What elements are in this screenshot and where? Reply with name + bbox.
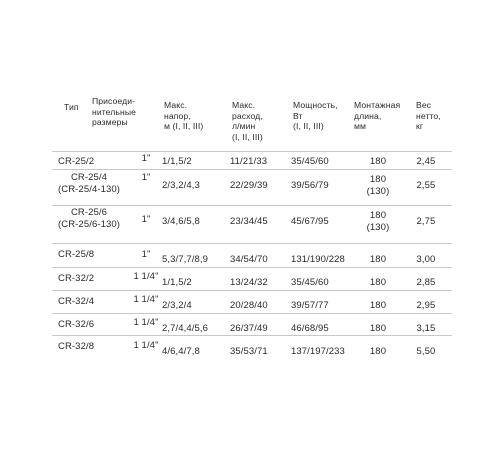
cell-power: 137/197/233 xyxy=(291,346,345,357)
cell-power: 35/45/60 xyxy=(291,156,329,167)
cell-type: CR-25/8 xyxy=(58,249,95,260)
cell-head: 3/4,6/5,8 xyxy=(162,216,200,227)
cell-power: 45/67/95 xyxy=(291,216,329,227)
cell-type: CR-32/2 xyxy=(58,273,95,284)
header-mount-length: Монтажная длина, мм xyxy=(354,100,401,131)
cell-flow: 11/21/33 xyxy=(230,156,268,167)
cell-flow: 35/53/71 xyxy=(230,346,268,357)
cell-power: 46/68/95 xyxy=(291,323,329,334)
cell-weight: 3,00 xyxy=(416,254,436,265)
table-row xyxy=(52,205,452,242)
cell-weight: 2,75 xyxy=(416,216,436,227)
table-row xyxy=(52,335,452,356)
header-net-weight: Вес нетто, кг xyxy=(416,100,441,131)
cell-flow: 13/24/32 xyxy=(230,277,268,288)
cell-length: 180 xyxy=(369,156,387,167)
cell-connection: 1" xyxy=(141,249,151,260)
header-type: Тип xyxy=(64,102,79,112)
cell-head: 4/6,4/7,8 xyxy=(162,346,200,357)
cell-weight: 2,55 xyxy=(416,180,436,191)
cell-type: CR-32/8 xyxy=(58,341,95,352)
cell-connection: 1 1/4" xyxy=(133,271,159,282)
cell-flow: 23/34/45 xyxy=(230,216,268,227)
cell-flow: 20/28/40 xyxy=(230,300,268,311)
table-row xyxy=(52,169,452,202)
table-row xyxy=(52,243,452,266)
cell-head: 5,3/7,7/8,9 xyxy=(162,254,208,265)
cell-power: 39/57/77 xyxy=(291,300,329,311)
cell-connection: 1 1/4" xyxy=(133,340,159,351)
cell-length: 180 xyxy=(369,277,387,288)
cell-type: CR-32/6 xyxy=(58,319,95,330)
cell-connection: 1" xyxy=(141,153,151,164)
cell-length: 180 xyxy=(369,254,387,265)
cell-head: 2/3,2/4,3 xyxy=(162,180,200,191)
cell-type: CR-25/2 xyxy=(58,156,95,167)
cell-weight: 3,15 xyxy=(416,323,436,334)
header-max-flow: Макс. расход, л/мин (I, II, III) xyxy=(232,100,263,142)
cell-weight: 2,95 xyxy=(416,300,436,311)
cell-flow: 34/54/70 xyxy=(230,254,268,265)
cell-power: 35/45/60 xyxy=(291,277,329,288)
cell-connection: 1" xyxy=(141,172,151,183)
table-row xyxy=(52,267,452,288)
cell-power: 39/56/79 xyxy=(291,180,329,191)
cell-type: CR-32/4 xyxy=(58,296,95,307)
table-row xyxy=(52,290,452,311)
cell-length: 180 (130) xyxy=(366,210,390,233)
cell-head: 1/1,5/2 xyxy=(162,277,192,288)
table-row xyxy=(52,313,452,334)
cell-power: 131/190/228 xyxy=(291,254,345,265)
cell-flow: 22/29/39 xyxy=(230,180,268,191)
cell-type: CR-25/4 (CR-25/4-130) xyxy=(57,172,120,195)
cell-weight: 2,85 xyxy=(416,277,436,288)
header-power: Мощность, Вт (I, II, III) xyxy=(293,100,338,131)
cell-type: CR-25/6 (CR-25/6-130) xyxy=(57,207,120,230)
cell-length: 180 (130) xyxy=(366,174,390,197)
cell-head: 2/3,2/4 xyxy=(162,300,192,311)
cell-head: 2,7/4,4/5,6 xyxy=(162,323,208,334)
cell-head: 1/1,5/2 xyxy=(162,156,192,167)
cell-connection: 1" xyxy=(141,214,151,225)
cell-weight: 5,50 xyxy=(416,346,436,357)
header-connection-size: Присоеди- нительные размеры xyxy=(92,96,136,127)
cell-length: 180 xyxy=(369,300,387,311)
header-max-head: Макс. напор, м (I, II, III) xyxy=(164,100,204,131)
cell-connection: 1 1/4" xyxy=(133,317,159,328)
cell-length: 180 xyxy=(369,346,387,357)
cell-weight: 2,45 xyxy=(416,156,436,167)
cell-length: 180 xyxy=(369,323,387,334)
cell-flow: 26/37/49 xyxy=(230,323,268,334)
cell-connection: 1 1/4" xyxy=(133,294,159,305)
